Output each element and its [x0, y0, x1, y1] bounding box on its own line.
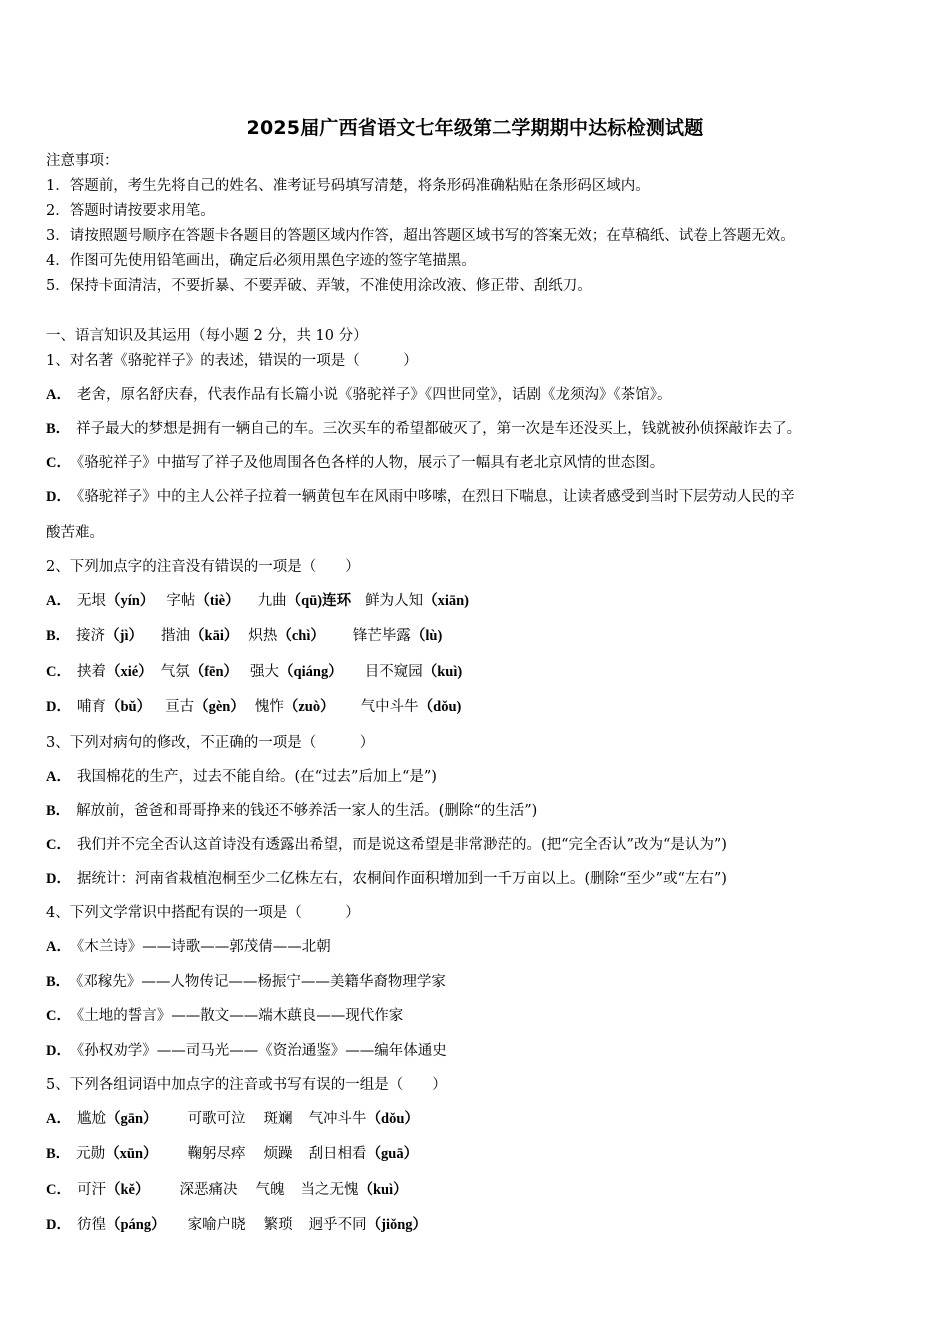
q1-option-d-cont: 酸苦难。	[46, 525, 104, 541]
q2-option-b	[46, 627, 442, 645]
q3-option-d	[46, 870, 727, 888]
pinyin: （xūn）	[105, 1146, 158, 1162]
section-heading: 一、语言知识及其运用（每小题 2 分，共 10 分）	[46, 328, 368, 344]
word: 元勋	[76, 1146, 106, 1162]
option-text: 解放前，爸爸和哥哥挣来的钱还不够养活一家人的生活。(删除“的生活”)	[76, 803, 538, 819]
pinyin: （dǒu）	[366, 1111, 419, 1127]
word: 气冲斗牛	[308, 1111, 367, 1127]
q1-stem: 1、对名著《骆驼祥子》的表述，错误的一项是（ ）	[46, 353, 418, 369]
q5-option-a	[46, 1110, 419, 1128]
pinyin: （kě）	[105, 1182, 150, 1198]
word: 迥乎不同	[308, 1217, 367, 1233]
pinyin: （dǒu)	[418, 699, 462, 715]
option-letter: C．	[46, 1008, 71, 1024]
option-letter: A．	[46, 593, 71, 609]
option-letter: D．	[46, 489, 71, 505]
q3-stem: 3、下列对病句的修改，不正确的一项是（ ）	[46, 735, 375, 751]
q5-stem: 5、下列各组词语中加点字的注音或书写有误的一组是（ ）	[46, 1077, 447, 1093]
pinyin: （zuò）	[283, 699, 335, 715]
pinyin: （jiǒng）	[366, 1217, 428, 1233]
q3-option-b	[46, 802, 537, 820]
word: 家喻户晓	[187, 1217, 246, 1233]
option-letter: D．	[46, 871, 71, 887]
word: 炽热	[248, 628, 278, 644]
q1-option-b	[46, 420, 801, 438]
word: 尴尬	[76, 1111, 106, 1127]
pinyin: （lù)	[410, 628, 443, 644]
word: 气魄	[255, 1182, 285, 1198]
word: 可汗	[76, 1182, 106, 1198]
option-text: 我们并不完全否认这首诗没有透露出希望，而是说这希望是非常渺茫的。(把“完全否认”改为“是认为”)	[76, 837, 727, 853]
q3-option-a	[46, 768, 437, 786]
word: 烦躁	[263, 1146, 293, 1162]
q2-stem: 2、下列加点字的注音没有错误的一项是（ ）	[46, 559, 360, 575]
pinyin: （qū)连环	[286, 593, 352, 609]
note-item-5: 5．保持卡面清洁，不要折暴、不要弄破、弄皱，不准使用涂改液、修正带、刮纸刀。	[46, 278, 592, 294]
pinyin: （chì）	[277, 628, 325, 644]
option-text: 《邓稼先》——人物传记——杨振宁——美籍华裔物理学家	[76, 974, 446, 990]
option-text: 《土地的誓言》——散文——端木蕻良——现代作家	[76, 1008, 404, 1024]
word: 挟着	[76, 664, 106, 680]
pinyin: （páng）	[105, 1217, 166, 1233]
option-letter: A．	[46, 939, 71, 955]
q2-option-a	[46, 592, 469, 610]
option-letter: B．	[46, 421, 71, 437]
option-text: 《孙权劝学》——司马光——《资治通鉴》——编年体通史	[76, 1043, 447, 1059]
word: 愧怍	[254, 699, 284, 715]
word: 强大	[250, 664, 280, 680]
word: 气中斗牛	[360, 699, 419, 715]
word: 鲜为人知	[365, 593, 424, 609]
option-text: 《骆驼祥子》中的主人公祥子拉着一辆黄包车在风雨中哆嗦，在烈日下喘息，让读者感受到当时下层劳动人民的辛	[76, 489, 795, 505]
option-letter: B．	[46, 803, 71, 819]
word: 亘古	[165, 699, 195, 715]
q1-option-d	[46, 488, 795, 506]
option-text: 《木兰诗》——诗歌——郭茂倩——北朝	[76, 939, 331, 955]
q2-option-c	[46, 663, 462, 681]
word: 无垠	[76, 593, 106, 609]
option-text: 我国棉花的生产，过去不能自给。(在“过去”后加上“是”)	[76, 769, 437, 785]
word: 九曲	[257, 593, 287, 609]
option-letter: D．	[46, 1043, 71, 1059]
option-letter: B．	[46, 1146, 71, 1162]
word: 锋芒毕露	[352, 628, 411, 644]
pinyin: （qiáng）	[279, 664, 343, 680]
q1-option-a	[46, 386, 671, 404]
q4-stem: 4、下列文学常识中搭配有误的一项是（ ）	[46, 905, 360, 921]
pinyin: （guā）	[366, 1146, 419, 1162]
q3-option-c	[46, 836, 727, 854]
option-text: 老舍，原名舒庆春，代表作品有长篇小说《骆驼祥子》《四世同堂》，话剧《龙须沟》《茶馆》。	[76, 387, 672, 403]
option-letter: A．	[46, 769, 71, 785]
pinyin: （jì）	[105, 628, 144, 644]
option-text: 祥子最大的梦想是拥有一辆自己的车。三次买车的希望都破灭了，第一次是车还没买上，钱就被孙侦探敲诈去了。	[76, 421, 802, 437]
q1-option-c	[46, 454, 664, 472]
option-letter: D．	[46, 1217, 71, 1233]
word: 繁琐	[263, 1217, 293, 1233]
word: 鞠躬尽瘁	[187, 1146, 246, 1162]
word: 哺育	[76, 699, 106, 715]
pinyin: （kāi）	[190, 628, 239, 644]
word: 彷徨	[76, 1217, 106, 1233]
word: 深恶痛决	[179, 1182, 238, 1198]
option-letter: A．	[46, 1111, 71, 1127]
option-text: 《骆驼祥子》中描写了祥子及他周围各色各样的人物，展示了一幅具有老北京风情的世态图。	[76, 455, 665, 471]
notes-heading: 注意事项：	[46, 153, 119, 169]
word: 当之无愧	[300, 1182, 359, 1198]
pinyin: （kuì)	[422, 664, 463, 680]
option-letter: C．	[46, 1182, 71, 1198]
q4-option-d	[46, 1042, 447, 1060]
pinyin: （tiè）	[195, 593, 240, 609]
option-letter: B．	[46, 974, 71, 990]
option-letter: C．	[46, 664, 71, 680]
pinyin: （xié）	[105, 664, 153, 680]
word: 刮日相看	[308, 1146, 367, 1162]
q4-option-c	[46, 1007, 403, 1025]
pinyin: （xiān)	[423, 593, 470, 609]
pinyin: （kuì）	[358, 1182, 408, 1198]
word: 气氛	[160, 664, 190, 680]
option-letter: B．	[46, 628, 71, 644]
option-letter: C．	[46, 837, 71, 853]
word: 目不窥园	[364, 664, 423, 680]
pinyin: （yín）	[105, 593, 155, 609]
word: 字帖	[166, 593, 196, 609]
q4-option-b	[46, 973, 446, 991]
option-letter: A．	[46, 387, 71, 403]
pinyin: （bǔ）	[105, 699, 152, 715]
word: 揩油	[161, 628, 191, 644]
pinyin: （gèn）	[194, 699, 245, 715]
q2-option-d	[46, 698, 461, 716]
word: 斑斓	[263, 1111, 293, 1127]
pinyin: （gān）	[105, 1111, 158, 1127]
note-item-3: 3．请按照题号顺序在答题卡各题目的答题区域内作答，超出答题区域书写的答案无效；在草稿纸、试卷上答题无效。	[46, 228, 795, 244]
option-letter: C．	[46, 455, 71, 471]
q5-option-b	[46, 1145, 418, 1163]
q5-option-c	[46, 1181, 408, 1199]
q4-option-a	[46, 938, 331, 956]
option-text: 据统计：河南省栽植泡桐至少二亿株左右，农桐间作面积增加到一千万亩以上。(删除“至少”或“左右”)	[76, 871, 727, 887]
note-item-2: 2．答题时请按要求用笔。	[46, 203, 215, 219]
note-item-4: 4．作图可先使用铅笔画出，确定后必须用黑色字迹的签字笔描黑。	[46, 253, 476, 269]
pinyin: （fēn）	[189, 664, 239, 680]
word: 可歌可泣	[187, 1111, 246, 1127]
word: 接济	[76, 628, 106, 644]
note-item-1: 1．答题前，考生先将自己的姓名、准考证号码填写清楚，将条形码准确粘贴在条形码区域内。	[46, 178, 650, 194]
q5-option-d	[46, 1216, 427, 1234]
option-letter: D．	[46, 699, 71, 715]
page-title: 2025届广西省语文七年级第二学期期中达标检测试题	[246, 117, 704, 139]
